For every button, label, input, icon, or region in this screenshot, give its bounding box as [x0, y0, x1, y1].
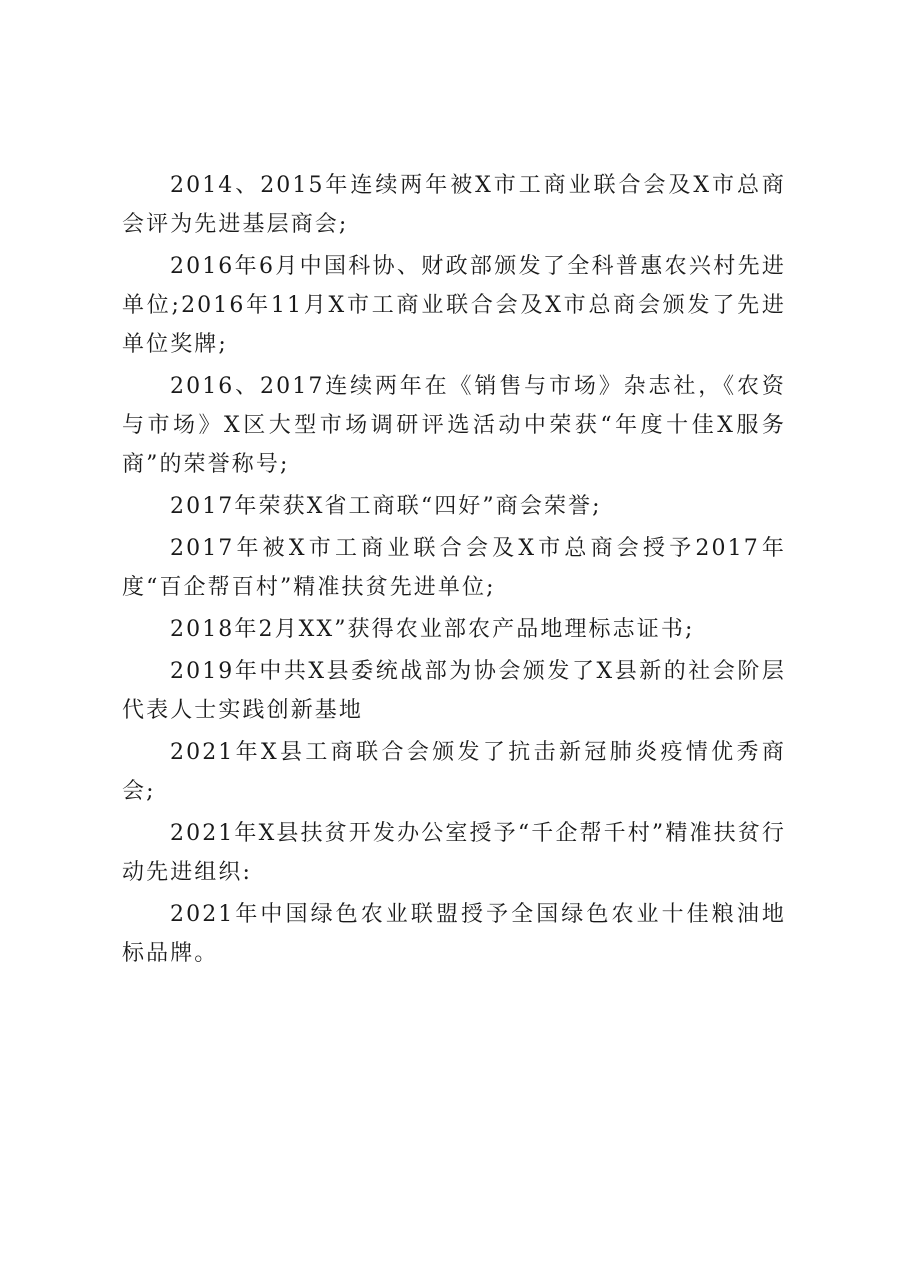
paragraph-10: 2021年中国绿色农业联盟授予全国绿色农业十佳粮油地标品牌。 — [122, 902, 786, 966]
paragraph-2: 2016年6月中国科协、财政部颁发了全科普惠农兴村先进单位;2016年11月X市工商业联合会及X市总商会颁发了先进单位奖牌; — [122, 254, 786, 357]
paragraph-5: 2017年被X市工商业联合会及X市总商会授予2017年度“百企帮百村”精准扶贫先进单位; — [122, 536, 786, 600]
paragraph-4: 2017年荣获X省工商联“四好”商会荣誉; — [170, 494, 602, 519]
paragraph-3: 2016、2017连续两年在《销售与市场》杂志社，《农资与市场》X区大型市场调研评选活动中荣获“年度十佳X服务商”的荣誉称号; — [122, 374, 786, 477]
document-body — [122, 166, 786, 976]
paragraph-6: 2018年2月XX”获得农业部农产品地理标志证书; — [170, 617, 695, 642]
paragraph-7: 2019年中共X县委统战部为协会颁发了X县新的社会阶层代表人士实践创新基地 — [122, 659, 786, 723]
paragraph-8: 2021年X县工商联合会颁发了抗击新冠肺炎疫情优秀商会; — [122, 740, 786, 804]
paragraph-1: 2014、2015年连续两年被X市工商业联合会及X市总商会评为先进基层商会; — [122, 173, 786, 237]
paragraph-9: 2021年X县扶贫开发办公室授予“千企帮千村”精准扶贫行动先进组织: — [122, 821, 786, 885]
